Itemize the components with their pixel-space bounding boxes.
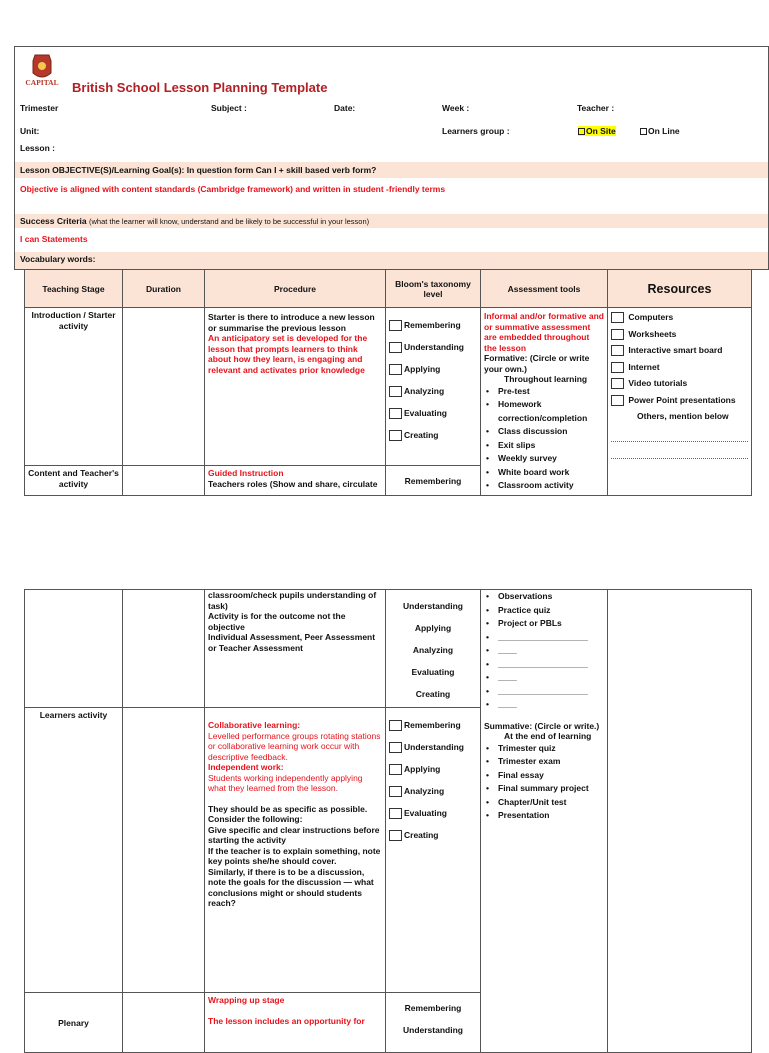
duration-cell[interactable] [123,708,205,993]
bloom-option[interactable]: Creating [389,824,477,846]
stage-content: Content and Teacher's activity [25,466,123,496]
checkbox-icon[interactable] [611,362,624,373]
summative-item: • Presentation [484,809,604,823]
bloom-level: Remembering [404,1003,462,1013]
svg-text:CAPITAL: CAPITAL [25,78,59,87]
checkbox-icon[interactable] [389,342,402,353]
objective-text: Objective is aligned with content standards (Cambridge framework) and written in student -friendly terms [20,184,446,194]
bloom-option[interactable]: Understanding [389,736,477,758]
procedure-continued: classroom/check pupils understanding of task) Activity is for the outcome not the objective Individual Assessment, Peer Assessment or Teacher Assessment [205,590,386,708]
formative-label: Formative: (Circle or write your own.) [484,353,590,374]
col-assessment: Assessment tools [481,270,608,308]
header-row-unit [15,125,768,139]
col-teaching-stage: Teaching Stage [25,270,123,308]
independent-label: Independent work: [208,762,284,772]
teaching-table-page1 [24,269,752,496]
resources-continued[interactable] [608,590,752,1053]
checkbox-icon[interactable] [611,345,624,356]
i-can-statements: I can Statements [20,234,88,244]
on-site-checkbox[interactable] [578,128,585,135]
bloom-content: Remembering [386,466,481,496]
stage-plenary: Plenary [25,993,123,1053]
checkbox-icon[interactable] [389,364,402,375]
checkbox-icon[interactable] [389,408,402,419]
procedure-intro-text: Starter is there to introduce a new lesson or summarise the previous lesson [208,312,375,333]
assessment-item: • Exit slips [484,439,604,453]
resource-line[interactable] [611,426,748,443]
resource-option[interactable]: Video tutorials [611,376,748,393]
bloom-level: Understanding [403,1025,463,1035]
guided-instruction-label: Guided Instruction [208,468,284,478]
vocabulary-words: Vocabulary words: [15,252,768,269]
assessment-blank[interactable]: • ___________________ [484,631,604,645]
assessment-item: • Class discussion [484,425,604,439]
summative-label: Summative: (Circle or write.) [484,720,600,731]
resource-option[interactable]: Computers [611,310,748,327]
assessment-item: • Project or PBLs [484,617,604,631]
checkbox-icon[interactable] [611,312,624,323]
checkbox-icon[interactable] [611,329,624,340]
checkbox-icon[interactable] [389,320,402,331]
procedure-content [205,466,386,496]
lesson-field: Lesson : [20,143,55,153]
bloom-option[interactable]: Remembering [389,714,477,736]
bloom-option[interactable]: Analyzing [389,380,477,402]
col-procedure: Procedure [205,270,386,308]
duration-cell[interactable] [123,308,205,466]
bloom-option[interactable]: Understanding [389,336,477,358]
bloom-continued [386,590,481,708]
lesson-header [14,46,769,270]
summative-item: • Final essay [484,769,604,783]
procedure-intro-red: An anticipatory set is developed for the lesson that prompts learners to think about how they learn, is engaging and relevant and activates prior knowledge [208,333,368,375]
bloom-level: Analyzing [412,645,454,655]
resource-option[interactable]: Internet [611,360,748,377]
checkbox-icon[interactable] [389,742,402,753]
bloom-option[interactable]: Evaluating [389,802,477,824]
opportunity-text: The lesson includes an opportunity for [208,1015,365,1026]
collab-text: Levelled performance groups rotating stations or collaborative learning work occur with descriptive feedback. [208,730,381,762]
collab-label: Collaborative learning: [208,720,301,730]
assessment-blank-tail: • ____ [484,644,604,658]
col-bloom: Bloom's taxonomy level [386,270,481,308]
procedure-intro [205,308,386,466]
header-row-lesson [15,142,768,156]
assessment-blank-tail: • ____ [484,698,604,712]
resource-others: Others, mention below [637,411,729,421]
trimester-field: Trimester [20,103,59,113]
guided-instruction-text: Teachers roles (Show and share, circulate [208,478,378,489]
success-criteria-row [15,214,768,228]
subject-field: Subject : [211,103,247,113]
bloom-learners [386,708,481,993]
checkbox-icon[interactable] [389,808,402,819]
summative-item: • Chapter/Unit test [484,796,604,810]
assessment-blank-tail: • ____ [484,671,604,685]
checkbox-icon[interactable] [389,786,402,797]
header-row-meta [15,101,768,118]
duration-cell[interactable] [123,993,205,1053]
on-line-checkbox[interactable] [640,128,647,135]
assessment-item: • Classroom activity [484,479,604,493]
assessment-red: Informal and/or formative and or summative assessment are embedded throughout the lesson [484,311,604,353]
assessment-item: • Weekly survey [484,452,604,466]
procedure-learners [205,708,386,993]
stage-cell [25,590,123,708]
summative-item: • Trimester quiz [484,742,604,756]
checkbox-icon[interactable] [389,830,402,841]
bloom-option[interactable]: Applying [389,358,477,380]
bloom-level: Evaluating [411,667,455,677]
throughout-label: Throughout learning [504,374,588,384]
assessment-item: • White board work [484,466,604,480]
resource-option[interactable]: Interactive smart board [611,343,748,360]
teaching-table-page2 [24,589,752,1053]
school-logo [25,53,59,89]
bloom-level: Understanding [403,601,463,611]
duration-cell[interactable] [123,590,205,708]
bloom-intro [386,308,481,466]
stage-learners-activity: Learners activity [25,708,123,993]
assessment-item: • Homework correction/completion [484,398,604,425]
col-duration: Duration [123,270,205,308]
col-resources: Resources [608,270,752,308]
checkbox-icon[interactable] [389,764,402,775]
on-line-option[interactable]: On Line [640,126,680,136]
bloom-option[interactable]: Analyzing [389,780,477,802]
specific-guidance: They should be as specific as possible. Consider the following: Give specific and clear instructions before starting the activity If the teacher is to explain something, note key points she/he should cover. Similarly, if there is to be a discussion, note the goals for the discussion — what conclusions might or should students reach? [208,803,381,908]
teacher-field: Teacher : [577,103,615,113]
summative-item: • Trimester exam [484,755,604,769]
summative-item: • Final summary project [484,782,604,796]
week-field: Week : [442,103,470,113]
learners-group-field: Learners group : [442,126,510,136]
bloom-level: Applying [414,623,452,633]
assessment-item: • Practice quiz [484,604,604,618]
checkbox-icon[interactable] [389,430,402,441]
bloom-option[interactable]: Creating [389,424,477,446]
bloom-option[interactable]: Evaluating [389,402,477,424]
duration-cell[interactable] [123,466,205,496]
checkbox-icon[interactable] [611,378,624,389]
checkbox-icon[interactable] [611,395,624,406]
assessment-blank[interactable]: • ___________________ [484,658,604,672]
procedure-plenary [205,993,386,1053]
assessment-item: • Pre-test [484,385,604,399]
success-criteria-note: (what the learner will know, understand and be likely to be successful in your lesson) [89,217,370,226]
objective-label: Lesson OBJECTIVE(S)/Learning Goal(s): In question form Can I + skill based verb form? [15,162,768,178]
summative-end: At the end of learning [504,731,592,741]
resources-cell [608,308,752,496]
date-field: Date: [334,103,356,113]
checkbox-icon[interactable] [389,386,402,397]
wrap-up-label: Wrapping up stage [208,995,285,1005]
success-criteria-label: Success Criteria [20,216,87,226]
independent-text: Students working independently applying what they learned from the lesson. [208,772,363,793]
assessment-blank[interactable]: • ___________________ [484,685,604,699]
assessment-continued [481,590,608,1053]
assessment-tools [481,308,608,496]
resource-option[interactable]: Worksheets [611,327,748,344]
bloom-level: Creating [415,689,451,699]
page-title: British School Lesson Planning Template [72,80,328,95]
on-site-option[interactable]: On Site [578,126,616,136]
resource-line[interactable] [611,442,748,459]
resource-option[interactable]: Power Point presentations [611,393,748,410]
bloom-option[interactable]: Remembering [389,314,477,336]
unit-field: Unit: [20,126,40,136]
checkbox-icon[interactable] [389,720,402,731]
bloom-option[interactable]: Applying [389,758,477,780]
assessment-item: • Observations [484,590,604,604]
bloom-plenary [386,993,481,1053]
stage-introduction: Introduction / Starter activity [25,308,123,466]
